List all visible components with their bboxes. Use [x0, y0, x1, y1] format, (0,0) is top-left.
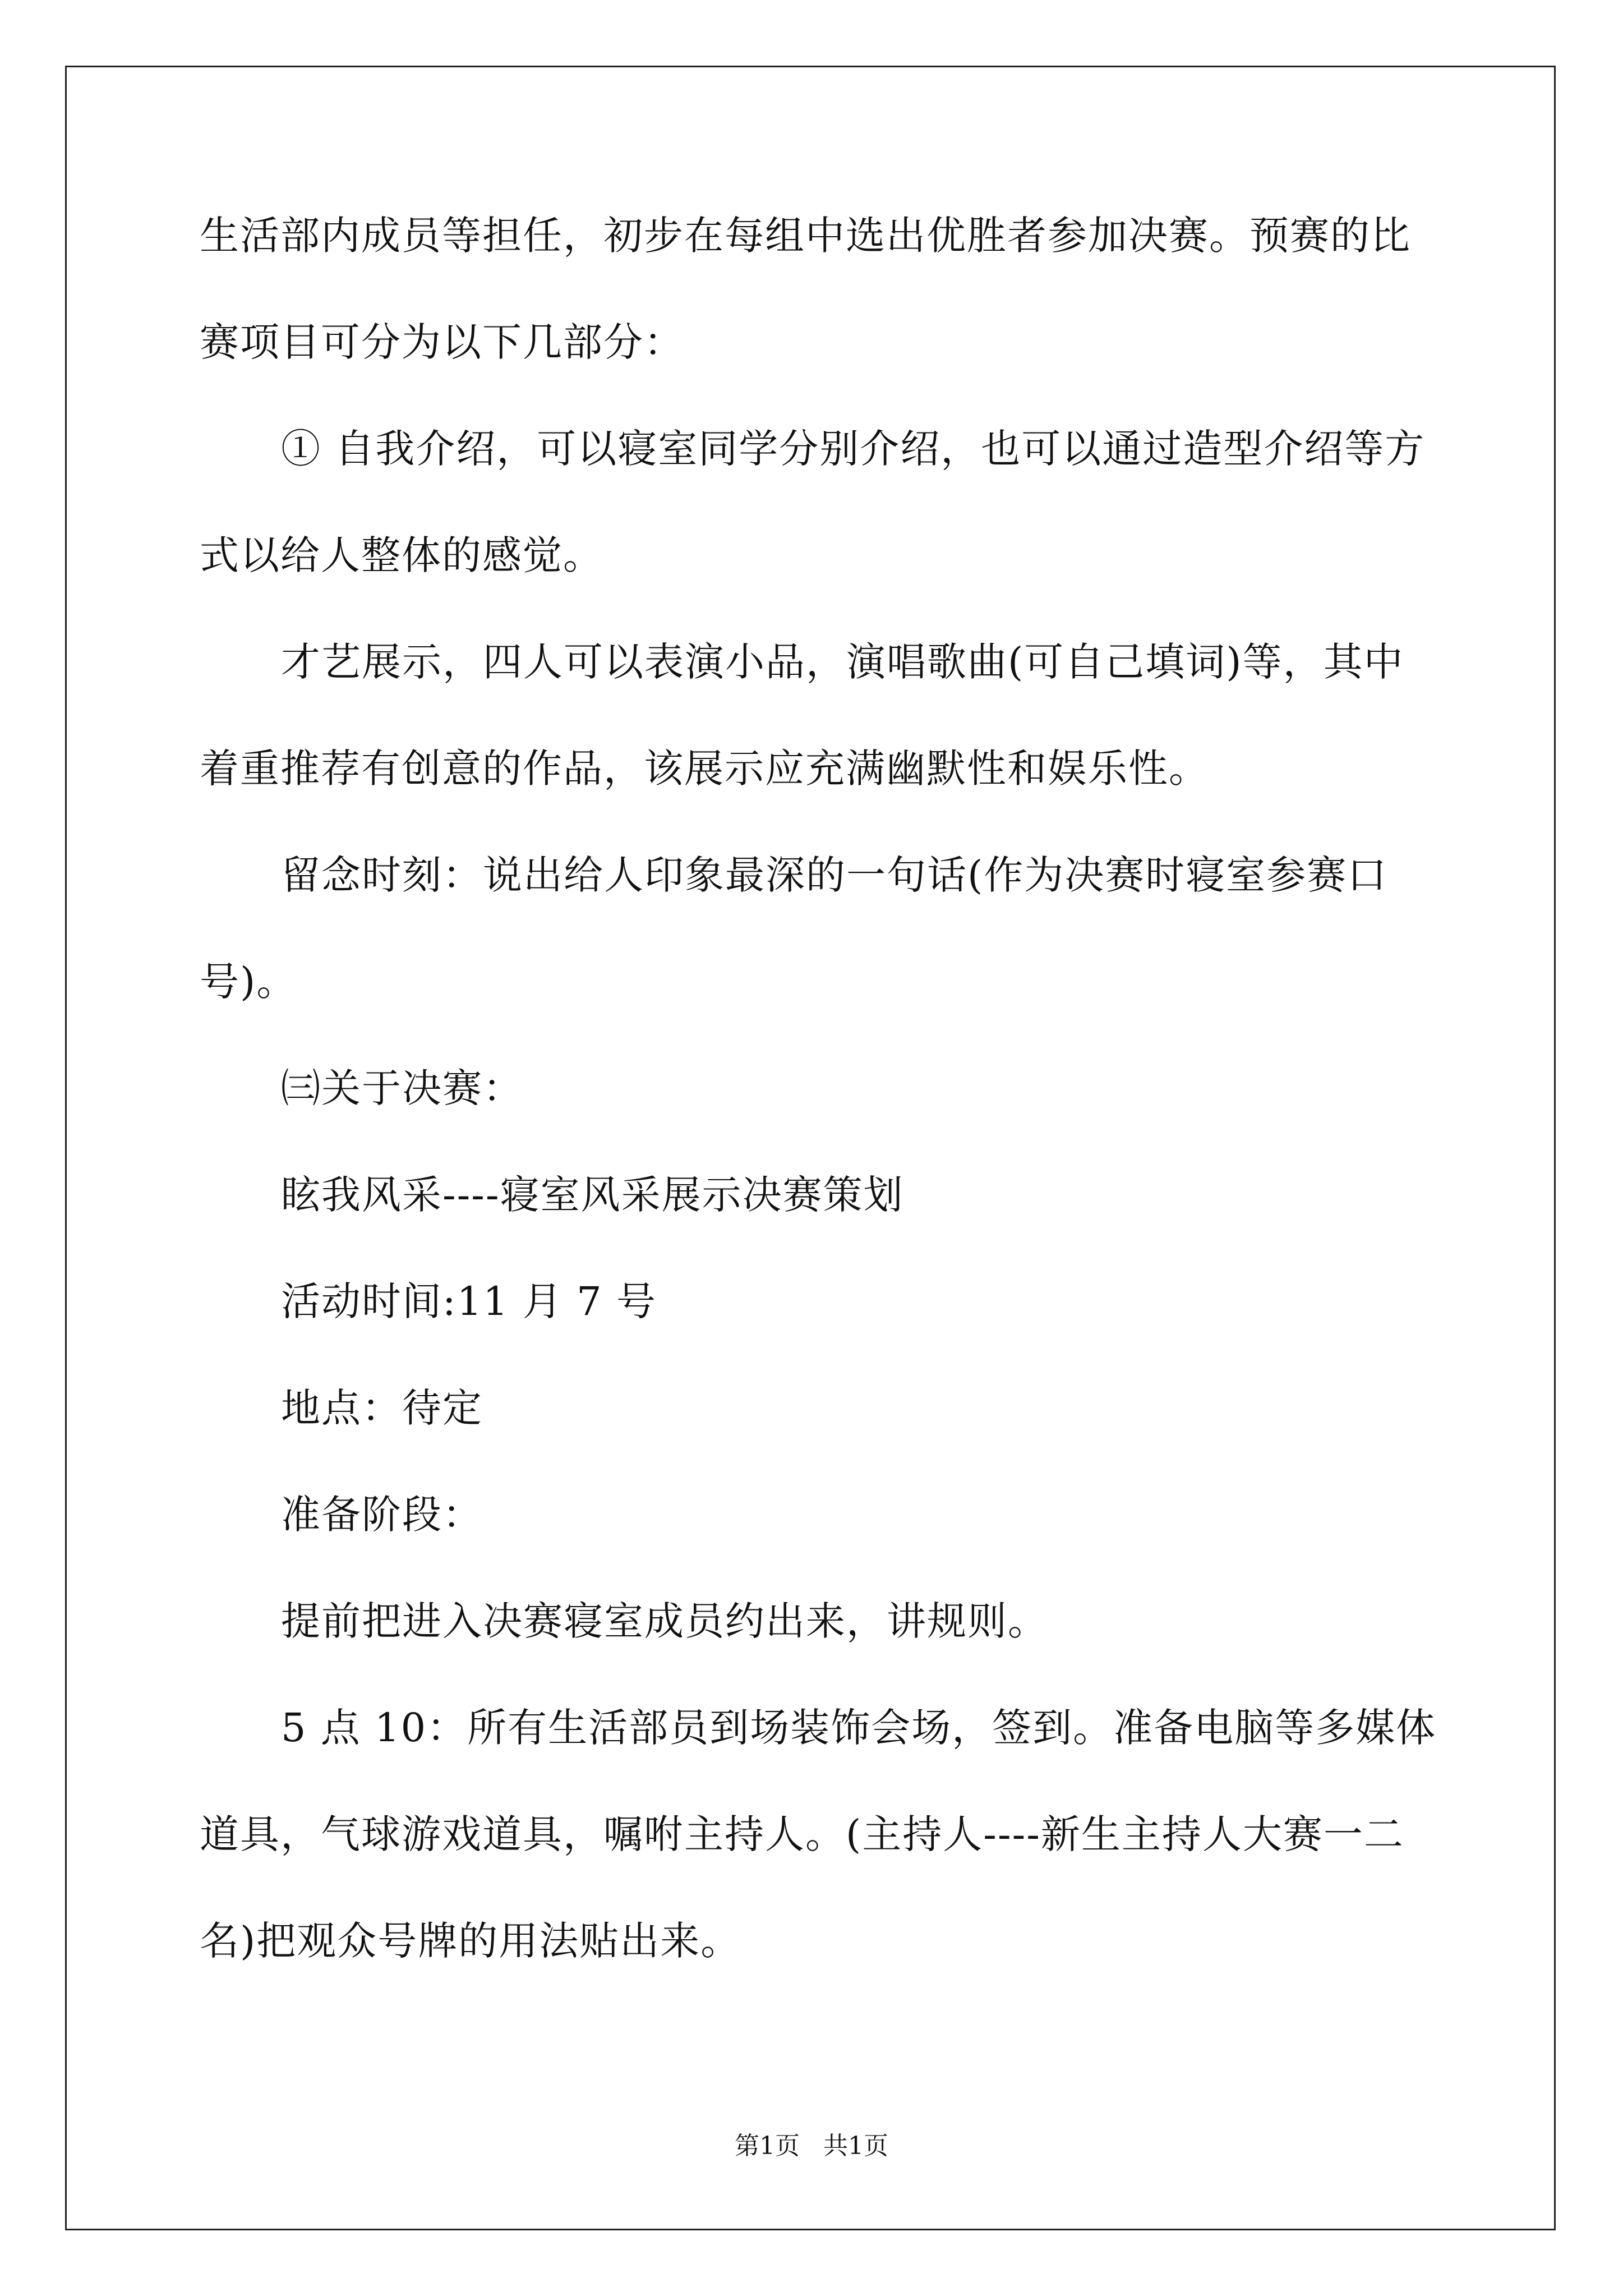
text-line: 名)把观众号牌的用法贴出来。: [200, 1918, 741, 1964]
text-line: 地点：待定: [281, 1385, 483, 1431]
text-line: 道具，气球游戏道具，嘱咐主持人。(主持人----新生主持人大赛一二: [200, 1811, 1404, 1857]
text-line: 5 点 10：所有生活部员到场装饰会场，签到。准备电脑等多媒体: [281, 1705, 1437, 1751]
text-line: 准备阶段：: [281, 1492, 483, 1538]
text-line: 提前把进入决赛寝室成员约出来，讲规则。: [281, 1598, 1048, 1644]
text-line: 生活部内成员等担任，初步在每组中选出优胜者参加决赛。预赛的比: [200, 213, 1411, 259]
text-line: ① 自我介绍，可以寝室同学分别介绍，也可以通过造型介绍等方: [281, 426, 1426, 472]
page-footer: 第1页 共1页: [735, 2132, 888, 2160]
text-line: 号)。: [200, 959, 297, 1005]
text-line: 式以给人整体的感觉。: [200, 532, 603, 578]
text-line: 赛项目可分为以下几部分：: [200, 319, 684, 365]
text-line: 着重推荐有创意的作品，该展示应充满幽默性和娱乐性。: [200, 746, 1209, 792]
text-line: 才艺展示，四人可以表演小品，演唱歌曲(可自己填词)等，其中: [281, 639, 1404, 685]
section-heading: ㈢关于决赛：: [281, 1065, 523, 1111]
text-line: 眩我风采----寝室风采展示决赛策划: [281, 1172, 904, 1218]
text-line: 活动时间:11 月 7 号: [281, 1278, 657, 1324]
page-border: [65, 66, 1556, 2230]
text-line: 留念时刻：说出给人印象最深的一句话(作为决赛时寝室参赛口: [281, 852, 1388, 898]
